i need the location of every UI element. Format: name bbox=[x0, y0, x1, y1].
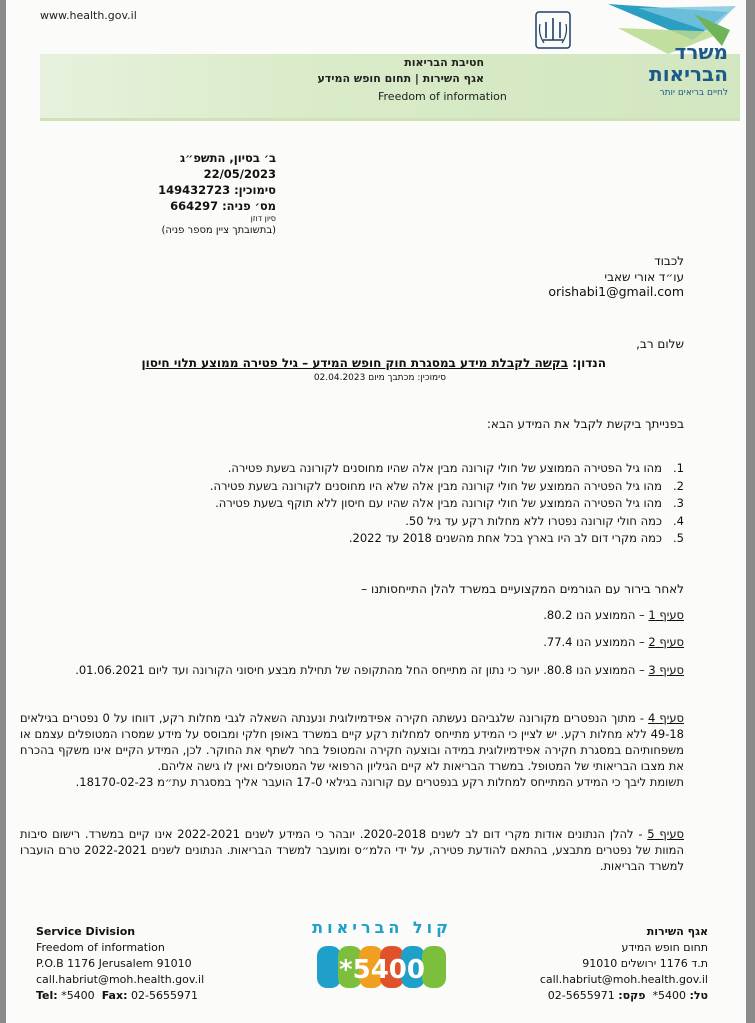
letter-page bbox=[6, 0, 746, 1023]
department-name: אגף השירות | תחום חופש המידע bbox=[317, 72, 484, 85]
list-item: 2. מהו גיל הפטירה הממוצע של חולי קורונה מבין אלה שלא היו מחוסנים לקורונה בשעת פטירה. bbox=[209, 478, 684, 493]
recipient-name: עו״ד אורי שאבי bbox=[604, 270, 684, 284]
site-url: www.health.gov.il bbox=[40, 9, 137, 22]
hotline-badge bbox=[316, 942, 448, 992]
section-label: סעיף 1 bbox=[648, 608, 684, 622]
list-item: 1. מהו גיל הפטירה הממוצע של חולי קורונה מבין אלה שהיו מחוסנים לקורונה בשעת פטירה. bbox=[227, 461, 684, 475]
list-item: 4. כמה חולי קורונה נפטרו ללא מחלות רקע עד גיל 50. bbox=[405, 513, 684, 528]
section-1: סעיף 1 – הממוצע הנו 80.2. bbox=[543, 608, 684, 622]
section-4-note: תשומת ליבך כי המידע המתייחס למחלות רקע בנפטרים עם קורונה בגילאי 17-0 הועבר אליך במסגרת עת״מ 18170-02-23. bbox=[75, 775, 684, 789]
state-emblem-icon bbox=[534, 10, 572, 50]
letter-meta bbox=[158, 150, 276, 237]
footer-title: אגף השירות bbox=[646, 925, 708, 938]
subject-prefix: הנדון: bbox=[572, 356, 606, 370]
subject-reference: סימוכין: מכתבך מיום 02.04.2023 bbox=[313, 373, 446, 383]
section-5: סעיף 5 - להלן הנתונים אודות מקרי דום לב לשנים 2020-2018. יובהר כי המידע לשנים 2022-2021 אינו קיים במשרד. רישום סיבות המוות של נפטרים מתבצע, בהתאם להודעת פטירה, על ידי הלמ״ס ומועבר למשרד הבריאות. הנתונים לשנים 2022-2021 טרם הועברו למשרד הבריאות. bbox=[20, 827, 684, 873]
footer-english bbox=[36, 924, 204, 1004]
section-label: סעיף 3 bbox=[648, 663, 684, 677]
section-4: סעיף 4 - מתוך הנפטרים מקורונה שלגביהם נעשתה חקירה אפידמיולוגית ונענתה השאלה לגבי מחלות רקע, דווחו על 0 נפטרים בגילאים 49-18 ללא מחלות רקע. יש לציין כי המידע מתייחס למחלות רקע קיים במשרד באופן חלקי ומבוסס על מידע שמסרו המטופלים עצמם או משפחותיהם במסגרת חקירה אפידמיולוגית במידה ובוצעה חקירה והמטופל בחר לשתף את החוקר. לכן, המידע הקיים אינו משקף בהכרח את מצבו הבריאותי של המטופל. במשרד הבריאות לא קיים הגיליון הרפואי של המטופלים ואין לו גישה אליהם. תשומת ליבך כי המידע המתייחס למחלות רקע בנפטרים עם קורונה בגילאי 17-0 הועבר אליך במסגרת עת״מ 18170-02-23. bbox=[20, 711, 684, 789]
reference-number: סימוכין: 149432723 bbox=[158, 183, 276, 197]
list-item: 3. מהו גיל הפטירה הממוצע של חולי קורונה מבין אלה שהיו עם חיסון ללא תוקף בשעת פטירה. bbox=[215, 496, 684, 510]
logo-text-line2: הבריאות bbox=[649, 62, 728, 86]
recipient-block bbox=[604, 253, 684, 285]
footer-email[interactable]: call.habriut@moh.health.gov.il bbox=[539, 973, 708, 986]
request-number: מס׳ פניה: 664297 bbox=[170, 199, 276, 213]
foi-english-label: Freedom of information bbox=[378, 90, 507, 103]
section-label: סעיף 4 bbox=[648, 711, 684, 725]
footer-phone: Tel: *5400 Fax: 02-5655971 bbox=[36, 989, 198, 1002]
badge-number: *5400 bbox=[339, 955, 425, 985]
division-name: חטיבת הבריאות bbox=[404, 56, 484, 69]
section-label: סעיף 2 bbox=[648, 635, 684, 649]
section-2: סעיף 2 – הממוצע הנו 77.4. bbox=[543, 635, 684, 649]
footer-line: Freedom of information bbox=[36, 941, 165, 954]
footer-line: תחום חופש המידע bbox=[621, 941, 708, 954]
recipient-email: orishabi1@gmail.com bbox=[548, 284, 684, 299]
intro-text: בפנייתך ביקשת לקבל את המידע הבא: bbox=[486, 417, 684, 431]
reply-note: (בתשובתך ציין מספר פניה) bbox=[161, 225, 276, 236]
footer-address: ת.ד 1176 ירושלים 91010 bbox=[582, 957, 708, 970]
subject-line bbox=[141, 356, 606, 370]
greeting: שלום רב, bbox=[636, 337, 684, 351]
section-label: סעיף 5 bbox=[647, 827, 684, 841]
after-check-text: לאחר בירור עם הגורמים המקצועיים במשרד להלן התייחסותנו – bbox=[361, 582, 684, 596]
footer-address: P.O.B 1176 Jerusalem 91010 bbox=[36, 957, 192, 970]
footer-hebrew bbox=[540, 924, 708, 1004]
logo-slogan: לחיים בריאים יותר bbox=[659, 88, 728, 98]
header-rule bbox=[40, 118, 740, 121]
logo-text-line1: משרד bbox=[674, 40, 728, 64]
footer-email[interactable]: call.habriut@moh.health.gov.il bbox=[36, 973, 205, 986]
subject-text: בקשה לקבלת מידע במסגרת חוק חופש המידע – גיל פטירה ממוצע תלוי חיסון bbox=[141, 356, 569, 370]
footer-title: Service Division bbox=[36, 925, 136, 938]
list-item: 5. כמה מקרי דום לב היו בארץ בכל אחת מהשנים 2018 עד 2022. bbox=[348, 531, 684, 545]
footer-phone: טל: *5400 פקס: 02-5655971 bbox=[547, 989, 708, 1002]
kol-habriut-label: קול הבריאות bbox=[312, 918, 452, 937]
section-3: סעיף 3 – הממוצע הנו 80.8. יוער כי נתון זה מתייחס החל מהתקופה של תחילת מבצע חיסוני הקורונה ועד ליום 01.06.2021. bbox=[75, 663, 684, 677]
hebrew-date: ב׳ בסיון, התשפ״ג bbox=[180, 151, 276, 165]
signer-label: סיון דוזן bbox=[250, 214, 276, 223]
recipient-to: לכבוד bbox=[654, 254, 684, 268]
questions-list bbox=[44, 460, 684, 548]
letter-date: 22/05/2023 bbox=[203, 167, 276, 181]
